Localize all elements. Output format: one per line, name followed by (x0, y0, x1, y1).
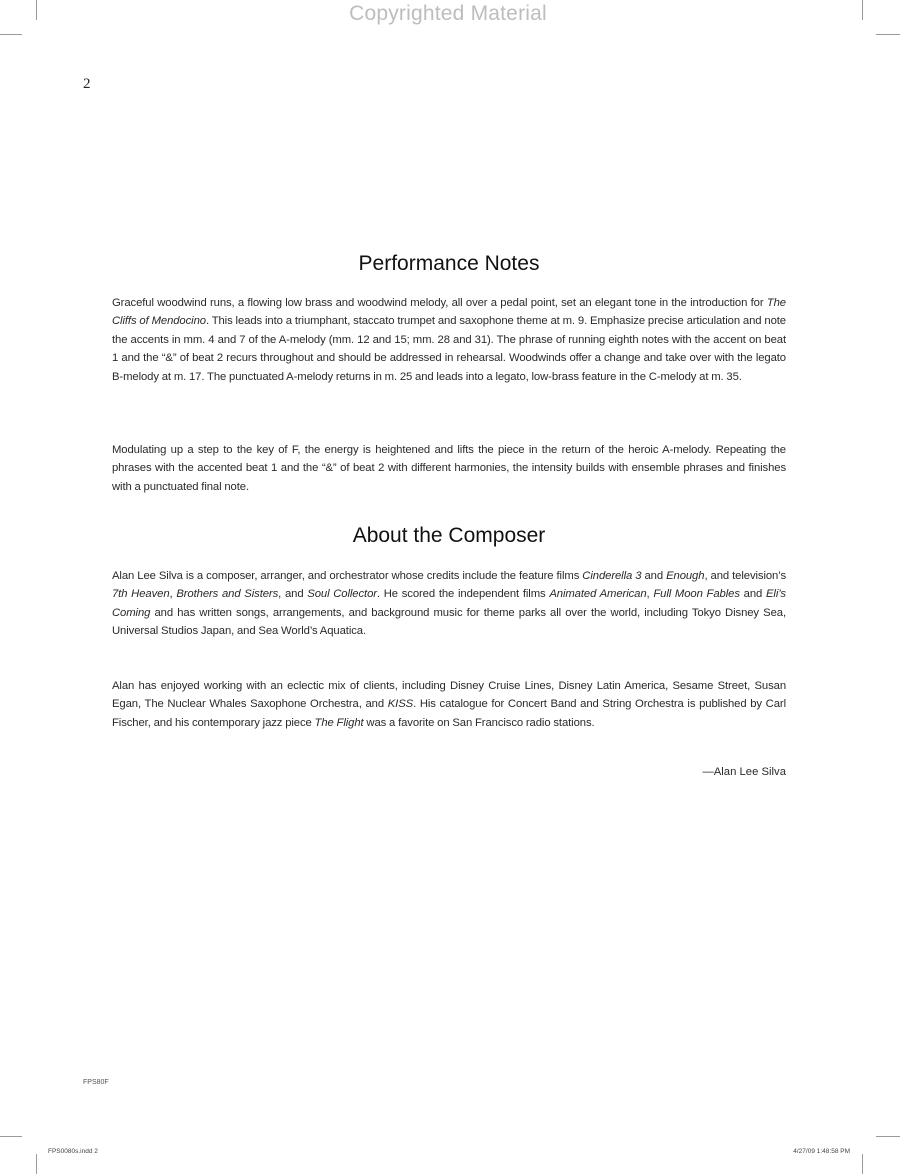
performance-notes-heading: Performance Notes (358, 252, 540, 275)
print-slug-filename: FPS0080s.indd 2 (48, 1148, 98, 1155)
crop-mark-top-left-h (0, 34, 22, 35)
copyright-watermark: Copyrighted Material (349, 2, 547, 25)
about-composer-heading: About the Composer (352, 524, 546, 547)
about-composer-paragraph-1: Alan Lee Silva is a composer, arranger, and orchestrator whose credits include the feature films Cinderella 3 and Enough, and television’s 7th Heaven, Brothers and Sisters, and Soul Collector. He scored the independent films Animated American, Full Moon Fables and Eli’s Coming and has written songs, arrangements, and background music for theme parks all over the world, including Tokyo Disney Sea, Universal Studios Japan, and Sea World’s Aquatica. (112, 570, 786, 638)
catalog-code: FPS80F (83, 1079, 109, 1086)
crop-mark-bottom-right-v (862, 1154, 863, 1174)
crop-mark-bottom-right-h (876, 1136, 900, 1137)
performance-notes-paragraph-2: Modulating up a step to the key of F, the energy is heightened and lifts the piece in the return of the heroic A-melody. Repeating the phrases with the accented beat 1 and the “&” of beat 2 with different harmonies, the intensity builds with ensemble phrases and finishes with a punctuated final note. (112, 444, 786, 493)
performance-notes-paragraph-1: Graceful woodwind runs, a flowing low brass and woodwind melody, all over a pedal point, set an elegant tone in the introduction for The Cliffs of Mendocino. This leads into a triumphant, staccato trumpet and saxophone theme at m. 9. Emphasize precise articulation and note the accents in mm. 4 and 7 of the A-melody (mm. 12 and 15; mm. 28 and 31). The phrase of running eighth notes with the accent on beat 1 and the “&” of beat 2 recurs throughout and should be addressed in rehearsal. Woodwinds offer a change and take over with the legato B-melody at m. 17. The punctuated A-melody returns in m. 25 and leads into a legato, low-brass feature in the C-melody at m. 35. (112, 297, 786, 383)
crop-mark-bottom-left-h (0, 1136, 22, 1137)
crop-mark-top-right-h (876, 34, 900, 35)
composer-signature: —Alan Lee Silva (702, 766, 786, 778)
crop-mark-bottom-left-v (36, 1154, 37, 1174)
about-composer-paragraph-2: Alan has enjoyed working with an eclectic mix of clients, including Disney Cruise Lines, Disney Latin America, Sesame Street, Susan Egan, The Nuclear Whales Saxophone Orchestra, and KISS. His catalogue for Concert Band and String Orchestra is published by Carl Fischer, and his contemporary jazz piece The Flight was a favorite on San Francisco radio stations. (112, 680, 786, 729)
print-slug-timestamp: 4/27/09 1:48:58 PM (793, 1148, 850, 1155)
page-number: 2 (83, 76, 91, 92)
